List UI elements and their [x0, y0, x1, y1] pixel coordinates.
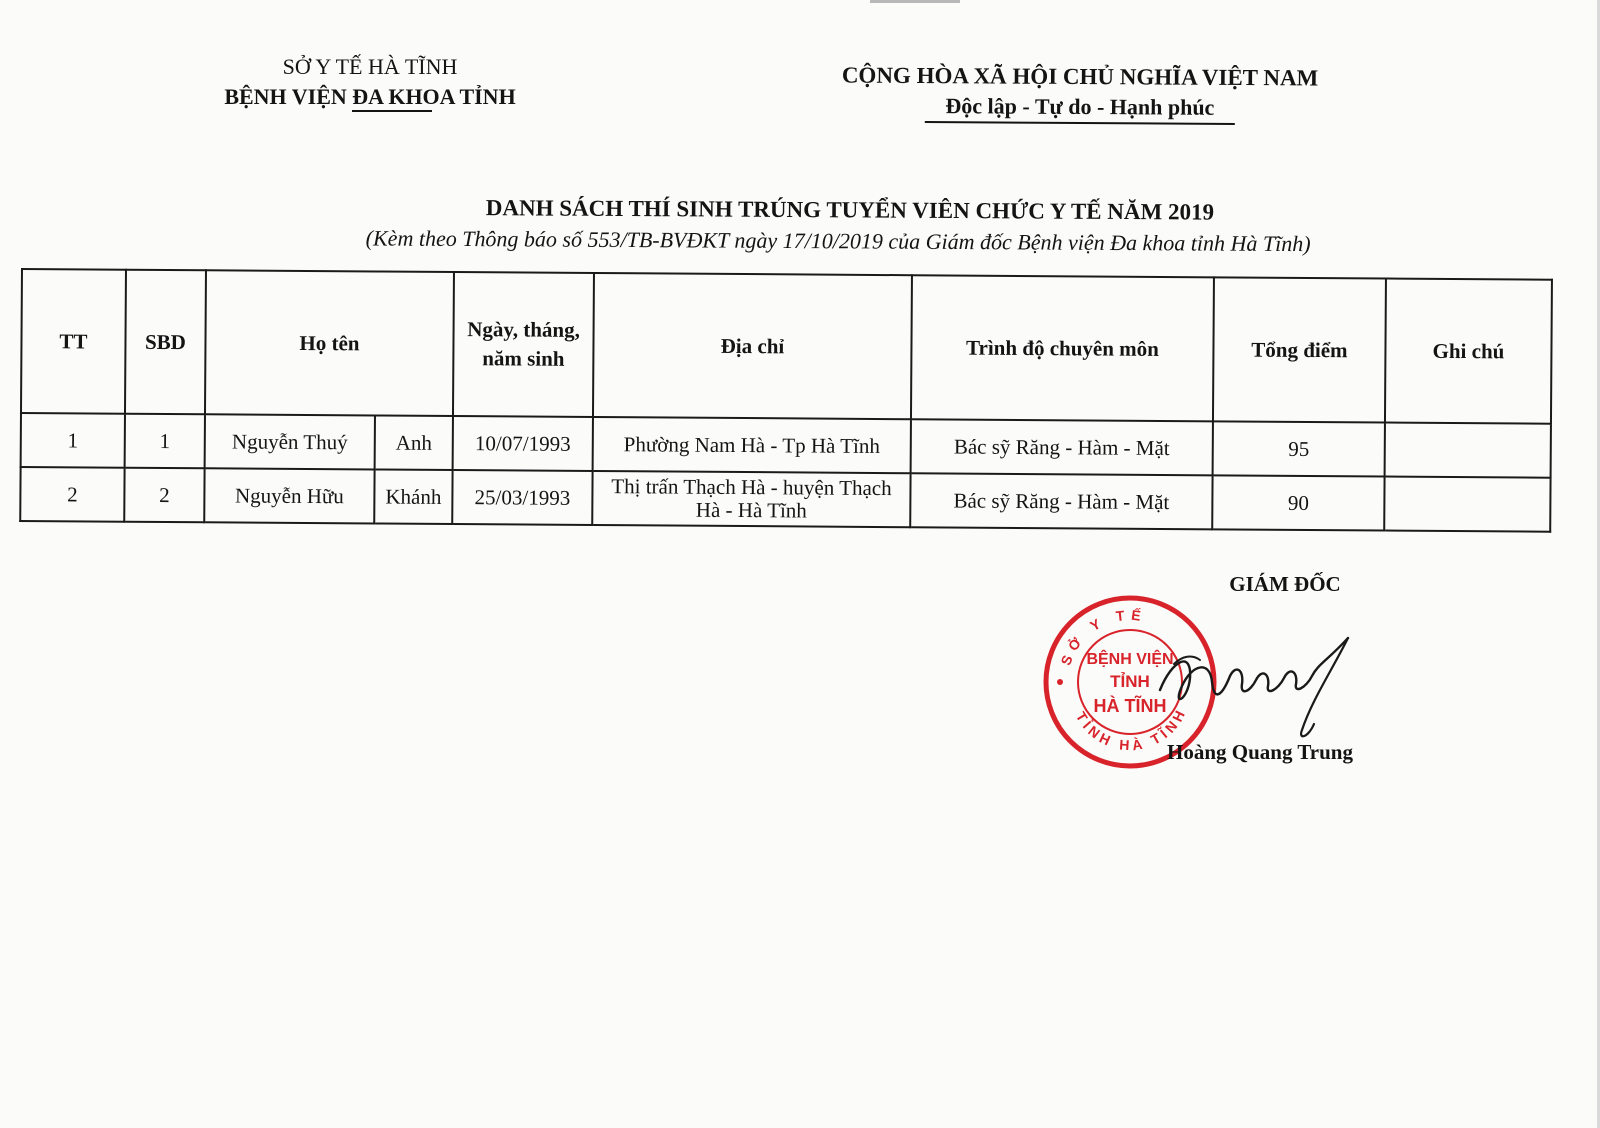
- svg-text:SỞ Y TẾ: SỞ Y TẾ: [1057, 606, 1148, 668]
- national-title: CỘNG HÒA XÃ HỘI CHỦ NGHĨA VIỆT NAM: [841, 62, 1319, 91]
- results-table-wrapper: [19, 268, 1551, 533]
- cell-ten: Khánh: [374, 469, 452, 524]
- national-motto: Độc lập - Tự do - Hạnh phúc: [945, 93, 1215, 120]
- cell-dia-chi: Thị trấn Thạch Hà - huyện Thạch Hà - Hà Tĩnh: [592, 471, 910, 527]
- cell-trinh-do: Bác sỹ Răng - Hàm - Mặt: [910, 473, 1212, 529]
- document-title-block: [300, 192, 1540, 262]
- cell-ten: Anh: [375, 415, 453, 470]
- signature-block: [1040, 572, 1460, 782]
- signature-scribble: [1152, 620, 1382, 740]
- document-title: DANH SÁCH THÍ SINH TRÚNG TUYỂN VIÊN CHỨC Y TẾ NĂM 2019: [485, 195, 1215, 225]
- cell-ngay-sinh: 10/07/1993: [453, 416, 593, 471]
- header-tt: TT: [21, 269, 126, 414]
- cell-ghi-chu: [1385, 423, 1551, 478]
- cell-tt: 1: [21, 413, 125, 468]
- cell-dia-chi: Phường Nam Hà - Tp Hà Tĩnh: [593, 417, 911, 473]
- svg-text:HÀ TĨNH: HÀ TĨNH: [1093, 696, 1167, 716]
- cell-ghi-chu: [1384, 477, 1550, 532]
- document-subtitle: (Kèm theo Thông báo số 553/TB-BVĐKT ngày 17/10/2019 của Giám đốc Bệnh viện Đa khoa tỉnh Hà Tĩnh): [365, 225, 1311, 257]
- header-sbd: SBD: [125, 270, 206, 415]
- header-ho-ten: Họ tên: [205, 270, 454, 416]
- table-row: [20, 467, 1550, 532]
- signer-name: Hoàng Quang Trung: [1167, 740, 1353, 764]
- cell-tong-diem: 90: [1212, 475, 1384, 530]
- cell-ho: Nguyễn Thuý: [205, 414, 375, 469]
- svg-text:TỈNH HÀ TĨNH: TỈNH HÀ TĨNH: [1072, 704, 1190, 754]
- header-ngay-sinh: Ngày, tháng, năm sinh: [453, 272, 594, 417]
- agency-header: [190, 52, 550, 114]
- header-dia-chi: Địa chỉ: [593, 273, 912, 419]
- cell-trinh-do: Bác sỹ Răng - Hàm - Mặt: [911, 419, 1213, 475]
- svg-text:BỆNH VIỆN: BỆNH VIỆN: [1086, 651, 1174, 668]
- svg-text:TỈNH: TỈNH: [1110, 672, 1150, 691]
- national-header: [800, 60, 1360, 125]
- agency-parent: SỞ Y TẾ HÀ TĨNH: [282, 54, 458, 79]
- agency-name: BỆNH VIỆN ĐA KHOA TỈNH: [224, 84, 516, 109]
- header-ghi-chu: Ghi chú: [1385, 279, 1552, 424]
- header-tong-diem: Tổng điểm: [1213, 277, 1386, 422]
- cell-ngay-sinh: 25/03/1993: [452, 470, 592, 525]
- cell-sbd: 1: [125, 414, 205, 469]
- cell-tt: 2: [20, 467, 124, 522]
- header-trinh-do: Trình độ chuyên môn: [911, 275, 1214, 421]
- cell-tong-diem: 95: [1213, 421, 1385, 476]
- scan-mark: [870, 0, 960, 3]
- cell-sbd: 2: [124, 468, 204, 523]
- cell-ho: Nguyễn Hữu: [204, 468, 374, 523]
- agency-underline: [352, 110, 432, 112]
- table-header-row: [21, 269, 1552, 424]
- results-table: [19, 268, 1553, 533]
- signer-role: GIÁM ĐỐC: [1229, 572, 1341, 596]
